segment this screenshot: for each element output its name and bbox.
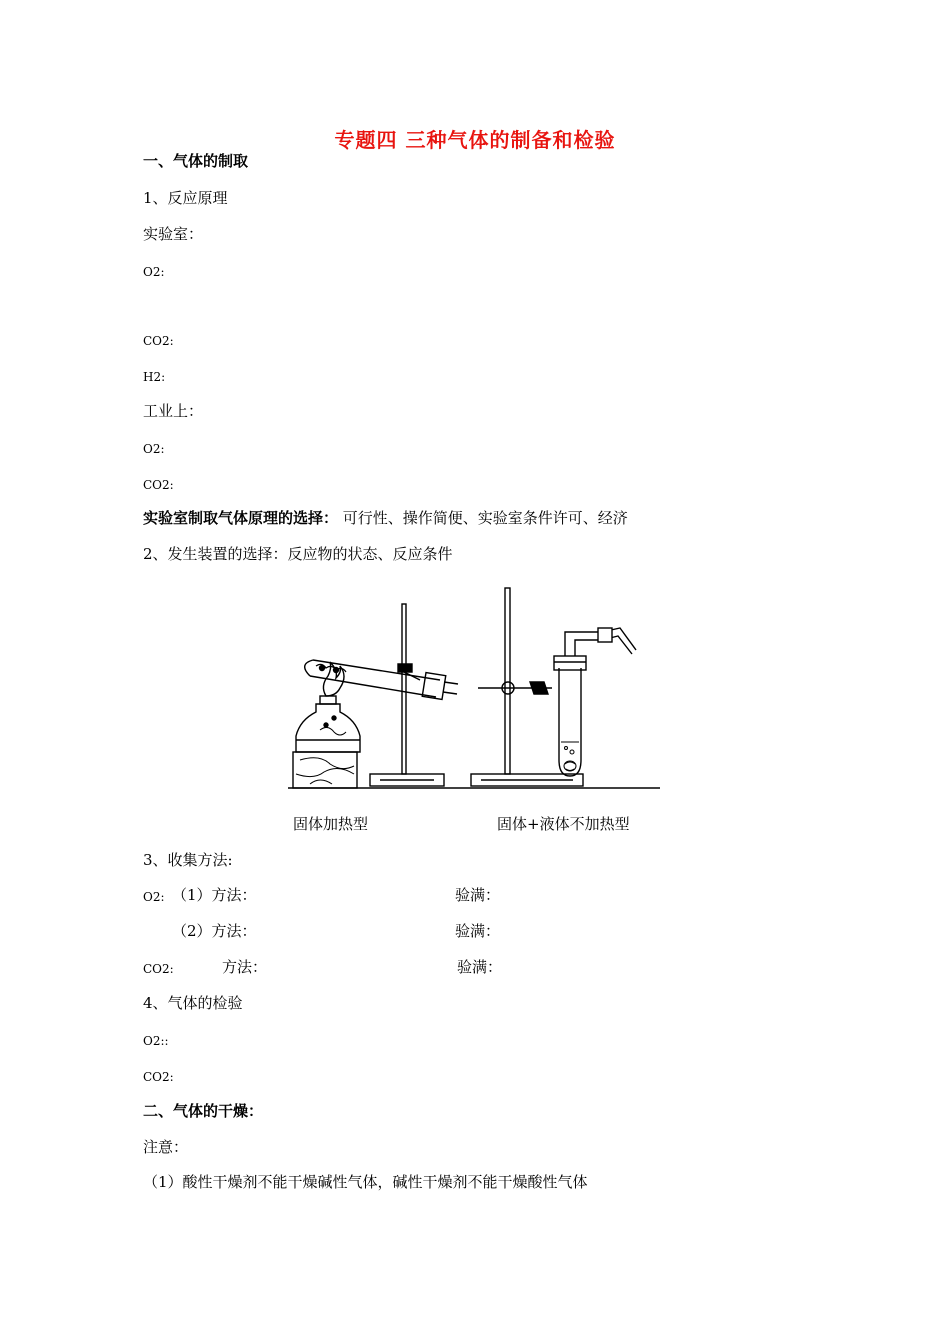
test-tube: [310, 660, 440, 697]
collect-full-1: 验满：: [455, 886, 501, 904]
test-tube-right: [559, 668, 581, 776]
section-1-heading: 一、气体的制取: [143, 152, 249, 170]
clamp-knob: [502, 682, 514, 694]
section-2-heading: 二、气体的干燥：: [143, 1102, 264, 1120]
test-o2-label: O2::: [143, 1034, 169, 1048]
caption-solid-heating: 固体加热型: [293, 815, 369, 833]
lab-o2-label: O2:: [143, 265, 165, 279]
collect-full-2: 验满：: [455, 922, 501, 940]
item-2-apparatus: 2、发生装置的选择：反应物的状态、反应条件: [143, 545, 453, 563]
collect-method-3: 方法：: [222, 958, 268, 976]
note-label: 注意：: [143, 1138, 189, 1156]
note-item-1: （1）酸性干燥剂不能干燥碱性气体，碱性干燥剂不能干燥酸性气体: [143, 1173, 588, 1191]
item-3-collection: 3、收集方法:: [143, 851, 233, 869]
lab-label: 实验室：: [143, 225, 204, 243]
flame: [323, 662, 344, 696]
collect-full-3: 验满：: [457, 958, 503, 976]
stopper: [422, 673, 446, 700]
stand-base-left: [370, 774, 444, 786]
collect-method-2: （2）方法：: [172, 922, 257, 940]
stopper-right: [554, 656, 586, 670]
alcohol-lamp: [296, 704, 360, 752]
industry-co2-label: CO2:: [143, 478, 174, 492]
caption-solid-liquid: 固体+液体不加热型: [497, 815, 630, 833]
lab-co2-label: CO2:: [143, 334, 174, 348]
wood-block: [293, 752, 357, 788]
collect-method-1: （1）方法：: [172, 886, 257, 904]
collect-o2-prefix: O2:: [143, 890, 165, 904]
item-4-gas-test: 4、气体的检验: [143, 994, 243, 1012]
stand-rod-left: [402, 604, 406, 774]
lamp-neck: [320, 696, 336, 704]
lab-h2-label: H2:: [143, 370, 166, 384]
test-co2-label: CO2:: [143, 1070, 174, 1084]
clamp-left: [398, 664, 412, 672]
page-title: 专题四 三种气体的制备和检验: [334, 128, 616, 152]
principle-line: [143, 508, 628, 528]
item-1-reaction-principle: 1、反应原理: [143, 189, 228, 207]
industry-o2-label: O2:: [143, 442, 165, 456]
delivery-tube: [565, 632, 602, 656]
stand-base-right: [471, 774, 583, 786]
stand-rod-right: [505, 588, 510, 774]
principle-text: 可行性、操作简便、实验室条件许可、经济: [338, 509, 628, 527]
collect-co2-prefix: CO2:: [143, 962, 174, 976]
industry-label: 工业上：: [143, 402, 204, 420]
principle-label: 实验室制取气体原理的选择：: [143, 509, 339, 527]
